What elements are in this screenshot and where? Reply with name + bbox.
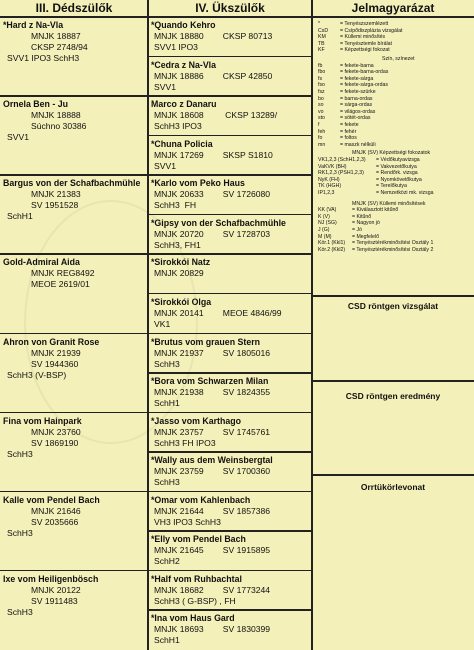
- dog-detail-line: MNJK 21937 SV 1805016: [154, 347, 271, 358]
- dog-detail-line: MNJK 23760: [31, 426, 81, 437]
- dog-detail-line: VH3 IPO3 SchH3: [154, 516, 221, 527]
- col4-cell: [151, 297, 308, 330]
- dog-name: Ornela Ben - Ju: [3, 99, 69, 110]
- legend-abbr: CsD: [318, 27, 329, 34]
- legend-meaning: = Megfelelő: [352, 233, 379, 240]
- legend-meaning: = Tenyésztérékminősítési Osztály 1: [352, 240, 434, 247]
- col3-row-divider: [0, 412, 147, 414]
- dog-detail-line: MNJK 17269 SKSP S1810: [154, 149, 273, 160]
- col3-cell: [3, 574, 144, 618]
- dog-detail-line: MNJK 23759 SV 1700360: [154, 466, 271, 477]
- dog-name: *Ina vom Haus Gard: [151, 613, 235, 624]
- legend-entry: [318, 47, 390, 54]
- dog-detail-line: MNJK 20829: [154, 268, 204, 279]
- legend-entry: [318, 227, 468, 234]
- legend-abbr: M (M): [318, 233, 332, 240]
- col4-cell: [151, 99, 308, 132]
- col4-cell: [151, 337, 308, 370]
- dog-detail-line: VK1: [154, 318, 171, 329]
- dog-detail-line: MNJK 18682 SV 1773244: [154, 584, 271, 595]
- dog-detail-line: SchH3: [7, 448, 33, 459]
- legend-entry: [318, 96, 372, 103]
- dog-detail-line: MNJK 21939: [31, 347, 81, 358]
- dog-name: *Jasso vom Karthago: [151, 415, 241, 426]
- legend-meaning: = fekete-barna-ordas: [340, 69, 389, 76]
- col3-row-divider: [0, 174, 147, 176]
- dog-detail-line: SVV1 IPO3 SchH3: [7, 53, 80, 63]
- dog-detail-line: SV 1911483: [31, 595, 78, 606]
- dog-detail-line: MNJK 18887: [31, 31, 81, 41]
- col4-cell: [151, 613, 308, 646]
- legend-entry: [318, 170, 418, 177]
- dog-name: *Sirokkói Olga: [151, 296, 212, 307]
- legend-meaning: = fekete-sárga: [340, 75, 374, 82]
- legend-meaning: = Tenyésztérékminősítési Osztály 2: [352, 246, 434, 253]
- dog-detail-line: MNJK 21938 SV 1824355: [154, 387, 271, 398]
- dog-detail-line: SchH3 IPO3: [154, 121, 202, 132]
- legend-abbr: fo: [318, 135, 323, 142]
- col3-row-divider: [0, 570, 147, 572]
- legend-entry: [318, 21, 388, 28]
- legend-meaning: = fekete-barna: [340, 62, 374, 69]
- dog-name: *Wally aus dem Weinsbergtal: [151, 455, 273, 466]
- header-underline: [0, 16, 474, 18]
- dog-name: *Chuna Policia: [151, 138, 213, 149]
- legend-entry: [318, 102, 372, 109]
- dog-detail-line: MNJK REG8492: [31, 268, 95, 279]
- legend-entry: [318, 190, 434, 197]
- dog-name: *Omar vom Kahlenbach: [151, 494, 251, 505]
- dog-detail-line: SVV1: [154, 160, 176, 171]
- dog-detail-line: SV 1944360: [31, 358, 79, 369]
- dog-name: *Hard z Na-Vla: [3, 20, 64, 30]
- dog-detail-line: MNJK 18886 CKSP 42850: [154, 70, 273, 81]
- legend-entry: [318, 129, 356, 136]
- legend-abbr: VK1,2,3 (SchH1,2,3): [318, 157, 366, 163]
- col4-cell: [151, 20, 308, 53]
- legend-abbr: KK (VA): [318, 207, 337, 214]
- col4-cell: [151, 455, 308, 488]
- dog-detail-line: MNJK 20141 MEOE 4846/99: [154, 307, 282, 318]
- dog-name: *Half vom Ruhbachtal: [151, 573, 242, 584]
- dog-detail-line: SchH3: [7, 527, 33, 538]
- legend-abbr: NyK (FH): [318, 176, 340, 183]
- legend-entry: [318, 34, 385, 41]
- dog-detail-line: MNJK 18888: [31, 110, 81, 121]
- col4-row-divider: [148, 333, 311, 335]
- orrtukor-title: Orrtükörlevonat: [360, 482, 426, 492]
- legend-entry: [318, 41, 392, 48]
- col4-row-divider: [148, 293, 311, 295]
- dog-name: Gold-Admiral Aida: [3, 257, 80, 268]
- dog-detail-line: SchH3: [154, 477, 180, 488]
- dog-detail-line: MEOE 2619/01: [31, 279, 90, 290]
- col4-cell: [151, 257, 308, 279]
- col3-cell: [3, 416, 144, 460]
- dog-name: *Brutus vom grauen Stern: [151, 336, 261, 347]
- dog-detail-line: SchH3: [154, 358, 180, 369]
- dog-detail-line: MNJK 21645 SV 1915895: [154, 545, 271, 556]
- dog-detail-line: MNJK 20720 SV 1728703: [154, 228, 271, 239]
- col4-row-divider: [148, 412, 311, 414]
- legend-entry: [318, 157, 420, 164]
- col4-row-divider: [148, 214, 311, 216]
- col3-cell: [3, 495, 144, 539]
- dog-detail-line: SchH1: [154, 635, 180, 646]
- col4-row-divider: [148, 609, 311, 611]
- dog-detail-line: MNJK 21383: [31, 189, 81, 200]
- dog-detail-line: SchH3 ( G-BSP) , FH: [154, 595, 236, 606]
- dog-detail-line: CKSP 2748/94: [31, 42, 88, 52]
- legend-meaning: = Kiválasztott kitűnő: [352, 207, 399, 214]
- legend-abbr: *: [318, 21, 321, 27]
- col3-cell: [3, 178, 144, 222]
- legend-entry: [318, 82, 388, 89]
- dog-detail-line: SchH3: [7, 606, 33, 617]
- legend-meaning: = Tenyészszemlézett: [340, 21, 389, 27]
- col4-cell: [151, 534, 308, 567]
- dog-detail-line: SchH3 (V-BSP): [7, 369, 67, 380]
- dog-name: *Cedra z Na-Vla: [151, 59, 217, 70]
- col4-header: IV. Ükszülők: [195, 1, 265, 15]
- legend-meaning: = Terelőkutya: [376, 183, 407, 190]
- legend-abbr: fso: [318, 82, 325, 89]
- legend-meaning: = barna-ordas: [340, 95, 373, 102]
- col4-cell: [151, 495, 308, 528]
- legend-meaning: = fekete: [340, 122, 359, 128]
- col3-cell: [3, 257, 144, 290]
- legend-abbr: fsz: [318, 89, 325, 95]
- dog-detail-line: SV 1869190: [31, 437, 79, 448]
- legend-abbr: J (G): [318, 227, 330, 233]
- col4-cell: [151, 60, 308, 93]
- legend-entry: [318, 28, 402, 35]
- legend-meaning: = maszk nélküli: [340, 141, 376, 148]
- col3-row-divider: [0, 491, 147, 493]
- dog-detail-line: SchH3, FH1: [154, 239, 201, 250]
- dog-detail-line: Súchno 30386: [31, 121, 87, 132]
- legend-abbr: KM: [318, 34, 326, 41]
- legend-abbr: fb: [318, 62, 323, 69]
- col3-header: III. Dédszülők: [35, 1, 113, 15]
- col4-row-divider: [148, 135, 311, 137]
- legend-abbr: Kör.1 (Kkl1): [318, 240, 346, 247]
- legend-entry: [318, 69, 388, 76]
- col3-row-divider: [0, 95, 147, 97]
- legend-abbr: fs: [318, 75, 323, 82]
- legend-subtitle: MNJK (SV) Küllemi minősítések: [352, 200, 426, 207]
- legend-meaning: = Nemzetközi mk. vizsga: [376, 190, 434, 196]
- dog-name: *Karlo vom Peko Haus: [151, 178, 245, 189]
- legend-meaning: = Vakvezetőkutya: [376, 163, 417, 170]
- dog-detail-line: MNJK 18880 CKSP 80713: [154, 31, 273, 41]
- legend-bottom-line: [311, 295, 474, 297]
- legend-entry: [318, 177, 422, 184]
- legend-meaning: = Tenyésztemle bírálat: [340, 40, 392, 47]
- legend-meaning: = Jó: [352, 227, 362, 233]
- legend-meaning: = Nyomkövetőkutya: [376, 176, 422, 183]
- legend-entry: [318, 164, 417, 171]
- dog-detail-line: SV 2035666: [31, 516, 79, 527]
- legend-abbr: VaKVK (BH): [318, 163, 347, 170]
- legend-entry: [318, 220, 468, 227]
- legend-abbr: IP1,2,3: [318, 190, 335, 196]
- legend-entry: [318, 247, 468, 254]
- legend-entry: [318, 214, 468, 221]
- col3-row-divider: [0, 253, 147, 255]
- dog-name: Ahron von Granit Rose: [3, 336, 100, 347]
- col4-cell: [151, 218, 308, 251]
- legend-abbr: f: [318, 122, 320, 128]
- legend-abbr: vo: [318, 108, 324, 115]
- col4-row-divider: [148, 451, 311, 453]
- legend-entry: [318, 207, 468, 214]
- col5-header: Jelmagyarázat: [351, 1, 435, 15]
- col3-cell: [3, 99, 144, 143]
- col3-cell: [3, 20, 144, 64]
- dog-name: *Elly vom Pendel Bach: [151, 534, 246, 545]
- dog-detail-line: SchH2: [154, 556, 180, 567]
- dog-detail-line: MNJK 20122: [31, 584, 81, 595]
- col4-row-divider: [148, 253, 311, 255]
- legend-meaning: = sötét-ordas: [340, 115, 371, 122]
- dog-detail-line: SchH1: [7, 211, 33, 222]
- legend-abbr: TK (HGH): [318, 183, 342, 190]
- col4-row-divider: [148, 491, 311, 493]
- legend-meaning: = foltos: [340, 135, 357, 142]
- legend-meaning: = fekete-sárga-ordas: [340, 82, 389, 89]
- legend-entry: [318, 122, 359, 129]
- dog-name: Fina vom Hainpark: [3, 415, 82, 426]
- csd-title: CSD röntgen vizsgálat: [347, 301, 439, 311]
- col3-row-divider: [0, 333, 147, 335]
- legend-abbr: KF: [318, 47, 325, 54]
- legend-abbr: sto: [318, 115, 325, 122]
- dog-detail-line: MNJK 20633 SV 1726080: [154, 189, 271, 200]
- legend-entry: [318, 135, 357, 142]
- dog-detail-line: SV 1951528: [31, 200, 79, 211]
- csd-result-bottom-line: [311, 474, 474, 476]
- dog-detail-line: MNJK 23757 SV 1745761: [154, 426, 271, 437]
- csd-bottom-line: [311, 380, 474, 382]
- dog-detail-line: MNJK 21644 SV 1857386: [154, 505, 271, 516]
- dog-detail-line: SchH3 FH IPO3: [154, 437, 216, 448]
- legend-entry: [318, 115, 370, 122]
- divider-col3: [147, 0, 149, 650]
- dog-detail-line: SVV1: [154, 81, 176, 92]
- dog-name: *Gipsy von der Schafbachmühle: [151, 217, 286, 228]
- csd-result-title: CSD röntgen eredmény: [345, 391, 441, 401]
- legend-meaning: = fekete-szürke: [340, 89, 376, 95]
- legend-abbr: NJ (SG): [318, 220, 337, 227]
- legend-entry: [318, 76, 373, 83]
- legend-subtitle: Szín, színezet: [382, 56, 415, 62]
- dog-detail-line: MNJK 18608 CKSP 13289/: [154, 110, 278, 121]
- col4-row-divider: [148, 56, 311, 58]
- col4-cell: [151, 416, 308, 449]
- legend-meaning: = Nagyon jó: [352, 220, 380, 227]
- divider-col4: [311, 0, 313, 650]
- dog-name: Kalle vom Pendel Bach: [3, 494, 100, 505]
- legend-entry: [318, 142, 376, 149]
- dog-name: Ixe vom Heiligenbösch: [3, 573, 99, 584]
- legend-abbr: Kör.2 (Kkl2): [318, 246, 346, 253]
- legend-meaning: = fehér: [340, 128, 357, 135]
- legend-abbr: K (V): [318, 213, 330, 220]
- legend-abbr: TB: [318, 40, 325, 47]
- legend-abbr: RK1,2,3 (PSH1,2,3): [318, 170, 364, 177]
- legend-meaning: = világos-ordas: [340, 108, 376, 115]
- legend-meaning: = Küllemi minősítés: [340, 34, 386, 41]
- dog-detail-line: MNJK 18693 SV 1830399: [154, 624, 271, 635]
- dog-name: Marco z Danaru: [151, 99, 217, 110]
- col4-cell: [151, 178, 308, 211]
- legend-abbr: mn: [318, 141, 326, 148]
- col4-cell: [151, 139, 308, 172]
- legend-meaning: = Képzettségi fokozat: [340, 47, 390, 54]
- dog-detail-line: SVV1 IPO3: [154, 42, 198, 52]
- legend-abbr: feh: [318, 128, 326, 135]
- dog-name: *Sirokkói Natz: [151, 257, 211, 268]
- col4-row-divider: [148, 570, 311, 572]
- legend-abbr: so: [318, 102, 324, 109]
- dog-name: *Bora vom Schwarzen Milan: [151, 376, 269, 387]
- dog-detail-line: SVV1: [7, 132, 29, 143]
- legend-entry: [318, 63, 374, 70]
- col4-cell: [151, 376, 308, 409]
- col4-row-divider: [148, 174, 311, 176]
- dog-detail-line: MNJK 21646: [31, 505, 81, 516]
- legend-meaning: = Kitűnő: [352, 213, 372, 220]
- legend-entry: [318, 109, 375, 116]
- dog-name: *Quando Kehro: [151, 20, 216, 30]
- dog-name: Bargus von der Schafbachmühle: [3, 178, 141, 189]
- legend-abbr: bo: [318, 95, 324, 102]
- dog-detail-line: SchH1: [154, 398, 180, 409]
- legend-entry: [318, 183, 407, 190]
- legend-meaning: = Védőkutyavizsga: [376, 157, 420, 163]
- dog-detail-line: SchH3 FH: [154, 200, 197, 211]
- legend-meaning: = sárga-ordas: [340, 102, 373, 109]
- col4-row-divider: [148, 372, 311, 374]
- legend-entry: [318, 234, 468, 241]
- col3-cell: [3, 337, 144, 381]
- legend-subtitle: MNJK (SV) Képzettségi fokozatok: [352, 150, 431, 157]
- legend-abbr: fbo: [318, 69, 326, 76]
- legend-meaning: = Rendőrk. vizsga: [376, 170, 418, 177]
- col4-row-divider: [148, 530, 311, 532]
- legend-meaning: = Csípődiszplázia vizsgálat: [340, 27, 403, 34]
- col4-cell: [151, 574, 308, 607]
- legend-entry: [318, 240, 468, 247]
- col4-row-divider: [148, 95, 311, 97]
- legend-entry: [318, 89, 376, 96]
